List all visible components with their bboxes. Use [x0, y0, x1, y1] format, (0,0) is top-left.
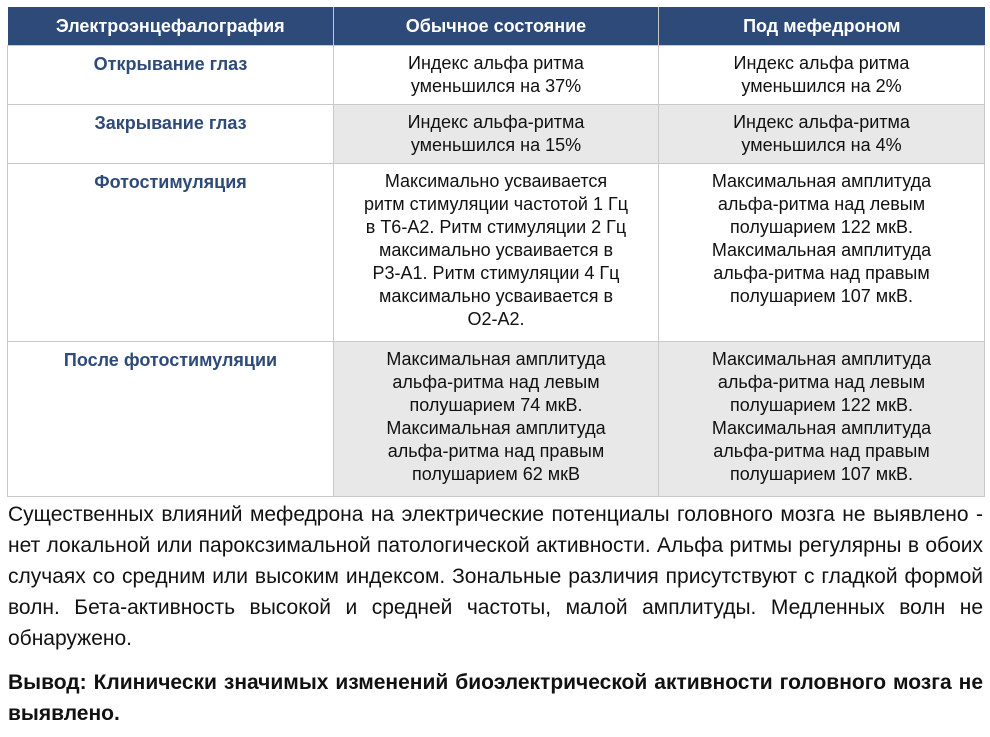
summary-paragraph: Существенных влияний мефедрона на электрические потенциалы головного мозга не выявлено - нет локальной или пароксзимальной патологической активности. Альфа ритмы регулярны в обоих случаях со средним или высоким индексом. Зональные различия присутствуют с гладкой формой волн. Бета-активность высокой и средней частоты, малой амплитуды. Медленных волн не обнаружено. [8, 503, 983, 650]
normal-cell [334, 342, 659, 497]
cell-line: альфа-ритма над левым [717, 372, 926, 392]
cell-line: полушарием 107 мкВ. [729, 464, 914, 484]
cell-line: Максимальная амплитуда [711, 418, 932, 438]
table-row-photostimulation [8, 164, 985, 342]
table-row-after-photostimulation [8, 342, 985, 497]
mephedrone-cell [659, 46, 985, 105]
normal-cell [334, 46, 659, 105]
cell-line: альфа-ритма над правым [713, 263, 930, 283]
cell-line: уменьшился на 15% [410, 135, 582, 155]
cell-line: максимально усваивается в [378, 240, 614, 260]
header-eeg: Электроэнцефалография [8, 7, 334, 46]
cell-line: уменьшился на 2% [741, 76, 902, 96]
table-row-eyes-open [8, 46, 985, 105]
cell-line: уменьшился на 4% [741, 135, 902, 155]
cell-line: полушарием 122 мкВ. [729, 395, 914, 415]
header-mephedrone: Под мефедроном [659, 7, 985, 46]
row-label: Закрывание глаз [8, 105, 334, 164]
cell-line: максимально усваивается в [378, 286, 614, 306]
mephedrone-cell [659, 342, 985, 497]
eeg-comparison-table [7, 7, 985, 497]
cell-line: альфа-ритма над правым [713, 441, 930, 461]
cell-line: Максимальная амплитуда [711, 240, 932, 260]
cell-line: Индекс альфа ритма [733, 53, 910, 73]
row-label: Открывание глаз [8, 46, 334, 105]
cell-line: Индекс альфа-ритма [733, 112, 910, 132]
cell-line: Индекс альфа-ритма [407, 112, 585, 132]
normal-cell [334, 164, 659, 342]
cell-line: полушарием 107 мкВ. [729, 286, 914, 306]
cell-line: Максимальная амплитуда [386, 418, 606, 438]
mephedrone-cell [659, 105, 985, 164]
cell-line: уменьшился на 37% [410, 76, 582, 96]
cell-line: Максимальная амплитуда [386, 349, 606, 369]
cell-line: полушарием 62 мкВ [411, 464, 581, 484]
cell-line: Максимальная амплитуда [711, 171, 932, 191]
conclusion-paragraph: Вывод: Клинически значимых изменений биоэлектрической активности головного мозга не выявлено. [8, 671, 983, 725]
table-row-eyes-closed [8, 105, 985, 164]
cell-line: альфа-ритма над правым [387, 441, 605, 461]
cell-line: альфа-ритма над левым [717, 194, 926, 214]
cell-line: Р3-А1. Ритм стимуляции 4 Гц [372, 263, 620, 283]
row-label: Фотостимуляция [8, 164, 334, 342]
normal-cell [334, 105, 659, 164]
cell-line: полушарием 122 мкВ. [729, 217, 914, 237]
table-header-row [8, 7, 985, 46]
cell-line: О2-А2. [467, 309, 525, 329]
cell-line: полушарием 74 мкВ. [409, 395, 583, 415]
cell-line: Максимальная амплитуда [711, 349, 932, 369]
header-normal-state: Обычное состояние [334, 7, 659, 46]
cell-line: Максимально усваивается [384, 171, 608, 191]
row-label: После фотостимуляции [8, 342, 334, 497]
cell-line: Индекс альфа ритма [408, 53, 584, 73]
cell-line: альфа-ритма над левым [392, 372, 600, 392]
cell-line: ритм стимуляции частотой 1 Гц [363, 194, 629, 214]
mephedrone-cell [659, 164, 985, 342]
cell-line: в Т6-А2. Ритм стимуляции 2 Гц [365, 217, 627, 237]
